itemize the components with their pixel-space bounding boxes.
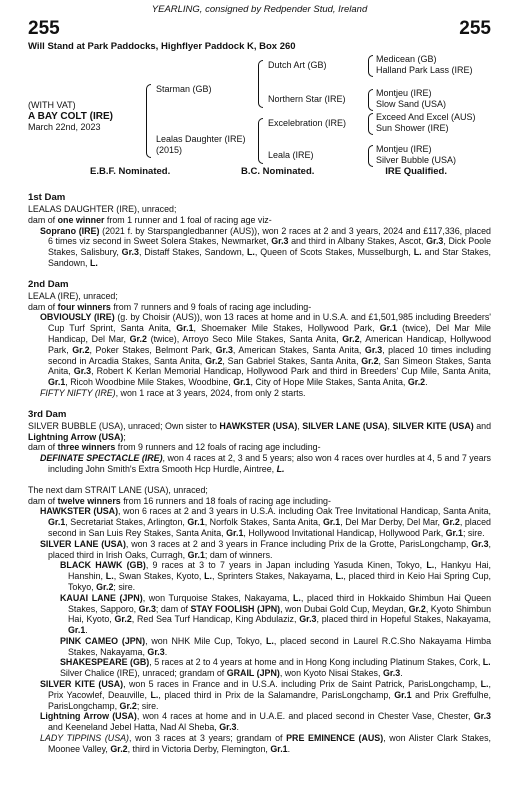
next-dam-produce-2: SILVER LANE (USA), won 3 races at 2 and 3 years in France including Prix de la Grotte, ParisLongchamp, Gr.3, placed third in Irish Oaks, Curragh, Gr.1; dam of winners.	[40, 538, 492, 560]
next-dam-produce-3: BLACK HAWK (GB), 9 races at 3 to 7 years in Japan including Yasuda Kinen, Tokyo, L., Hankyu Hai, Hanshin, L., Swan Stakes, Kyoto, L., Sprinters Stakes, Nakayama, L., placed third in Keio Hai Spring Cup, Tokyo, Gr.2; sire.	[60, 560, 491, 592]
second-dam-title: 2nd Dam	[28, 278, 69, 290]
brace-main	[146, 84, 151, 158]
pedigree-g6: Sun Shower (IRE)	[376, 123, 449, 133]
pedigree-g1: Medicean (GB)	[376, 54, 437, 64]
nominations	[28, 166, 491, 182]
next-dam-produce-4: KAUAI LANE (JPN), won Turquoise Stakes, Nakayama, L., placed third in Hokkaido Shimbun Hai Queen Stakes, Sapporo, Gr.3; dam of STAY FOOLISH (JPN), won Dubai Gold Cup, Meydan, Gr.2, Kyoto Shimbun Hai, Kyoto, Gr.2, Red Sea Turf Handicap, King Abdulaziz, Gr.3, placed third in Hopeful Stakes, Nakayama, Gr.1.	[60, 592, 492, 636]
second-dam-intro: LEALA (IRE), unraced; dam of four winners from 7 runners and 9 foals of racing age including-	[28, 290, 312, 312]
lot-number-row	[28, 18, 491, 40]
pedigree-g2: Halland Park Lass (IRE)	[376, 65, 473, 75]
first-dam-section	[28, 192, 491, 269]
stand-line: Will Stand at Park Paddocks, Highflyer Paddock K, Box 260	[28, 41, 296, 52]
third-dam-produce: DEFINATE SPECTACLE (IRE), won 4 races at 2, 3 and 5 years; also won 4 races over hurdles at 4, 5 and 7 years including John Smith's Extra Smooth Hcp Hurdle, Aintree, L.	[40, 453, 491, 474]
dam-sire: Excelebration (IRE)	[268, 118, 347, 128]
nomination-ire: IRE Qualified.	[385, 166, 447, 177]
consignment-line: YEARLING, consigned by Redpender Stud, Ireland	[151, 4, 368, 15]
brace-g1	[368, 55, 373, 77]
next-dam-produce-6: SHAKESPEARE (GB), 5 races at 2 to 4 years at home and in Hong Kong including Platinum Stakes, Cork, L.	[60, 657, 491, 668]
foaling-date: March 22nd, 2023	[28, 122, 101, 132]
brace-g3	[368, 113, 373, 135]
second-dam-produce-2: FIFTY NIFTY (IRE), won 1 race at 3 years, 2024, from only 2 starts.	[40, 387, 306, 398]
nomination-ebf: E.B.F. Nominated.	[90, 166, 171, 177]
first-dam-produce: Soprano (IRE) (2021 f. by Starspangledbanner (AUS)), won 2 races at 2 and 3 years, 2024 and £117,336, placed 6 times viz second in Sweet Solera Stakes, Newmarket, Gr.3 and third in Albany Stakes, Ascot, Gr.3, Dick Poole Stakes, Salisbury, Gr.3, Distaff Stakes, Sandown, L., Queen of Scots Stakes, Musselburgh, L. and Star Stakes, Sandown, L.	[40, 225, 491, 268]
brace-dam	[258, 118, 263, 164]
next-dam-produce-8: SILVER KITE (USA), won 5 races in France and in U.S.A. including Prix de Saint Patrick, ParisLongchamp, L., Prix Yacowlef, Deauville, L., placed third in Prix de la Salamandre, ParisLongchamp, Gr.1 and Prix Greffulhe, ParisLongchamp, Gr.2; sire.	[40, 679, 491, 711]
next-dam-intro: The next dam STRAIT LANE (USA), unraced; dam of twelve winners from 16 runners and 18 foals of racing age including-	[28, 484, 331, 506]
next-dam-produce-10: LADY TIPPINS (USA), won 3 races at 3 years; grandam of PRE EMINENCE (AUS), won Alister Clark Stakes, Moonee Valley, Gr.2, third in Victoria Derby, Flemington, Gr.1.	[40, 733, 491, 754]
nomination-bc: B.C. Nominated.	[241, 166, 315, 177]
lot-number-right: 255	[459, 18, 491, 39]
next-dam-list	[28, 506, 491, 754]
next-dam-produce-1: HAWKSTER (USA), won 6 races at 2 and 3 years in U.S.A. including Oak Tree Invitational Handicap, Santa Anita, Gr.1, Secretariat Stakes, Arlington, Gr.1, Norfolk Stakes, Santa Anita, Gr.1, Del Mar Derby, Del Mar, Gr.2, placed second in San Luis Rey Stakes, Santa Anita, Gr.1, Hollywood Invitational Handicap, Hollywood Park, Gr.1; sire.	[40, 506, 491, 538]
second-dam-section	[28, 279, 491, 399]
dam-name: Lealas Daughter (IRE)	[156, 134, 246, 144]
sire-dam: Northern Star (IRE)	[268, 94, 346, 104]
third-dam-intro: SILVER BUBBLE (USA), unraced; Own sister to HAWKSTER (USA), SILVER LANE (USA), SILVER KITE (USA) and Lightning Arrow (USA); dam of three winners from 9 runners and 12 foals of racing age including-	[28, 420, 492, 453]
third-dam-title: 3rd Dam	[28, 408, 67, 420]
next-dam-produce-9: Lightning Arrow (USA), won 4 races at home and in U.A.E. and placed second in Chester Vase, Chester, Gr.3 and Keeneland Jebel Hatta, Nad Al Sheba, Gr.3.	[40, 711, 491, 733]
sire-sire: Dutch Art (GB)	[268, 60, 327, 70]
pedigree-g7: Montjeu (IRE)	[376, 144, 432, 154]
brace-g4	[368, 145, 373, 167]
first-dam-intro: LEALAS DAUGHTER (IRE), unraced; dam of one winner from 1 runner and 1 foal of racing age viz-	[28, 204, 272, 225]
sire-name: Starman (GB)	[156, 84, 212, 94]
lot-number-left: 255	[28, 18, 60, 39]
next-dam-produce-7: Silver Chalice (IRE), unraced; grandam of GRAIL (JPN), won Kyoto Nisai Stakes, Gr.3.	[60, 668, 403, 679]
pedigree-g3: Montjeu (IRE)	[376, 88, 432, 98]
third-dam-section	[28, 409, 491, 475]
brace-sire	[258, 60, 263, 108]
pedigree-table	[28, 54, 491, 166]
pedigree-g8: Silver Bubble (USA)	[376, 155, 457, 165]
second-dam-produce-1: OBVIOUSLY (IRE) (g. by Choisir (AUS)), won 13 races at home and in U.S.A. and £1,501,985 including Breeders' Cup Turf Sprint, Santa Anita, Gr.1, Shoemaker Mile Stakes, Hollywood Park, Gr.1 (twice), Del Mar Mile Handicap, Del Mar, Gr.2 (twice), Arroyo Seco Mile Stakes, Santa Anita, Gr.2, American Handicap, Hollywood Park, Gr.2, Poker Stakes, Belmont Park, Gr.3, American Stakes, Santa Anita, Gr.3, placed 10 times including second in Arcadia Stakes, Santa Anita, Gr.2, San Gabriel Stakes, Santa Anita, Gr.2, San Simeon Stakes, Santa Anita, Gr.3, Robert K Kerlan Memorial Handicap, Hollywood Park and third in Breeders' Cup Mile, Santa Anita, Gr.1, Ricoh Woodbine Mile Stakes, Woodbine, Gr.1, City of Hope Mile Stakes, Santa Anita, Gr.2.	[40, 312, 492, 388]
dam-year: (2015)	[156, 145, 183, 155]
vat-label: (WITH VAT)	[28, 100, 76, 110]
horse-name: A BAY COLT (IRE)	[28, 111, 114, 122]
dam-dam: Leala (IRE)	[268, 150, 314, 160]
next-dam-section	[28, 485, 491, 755]
pedigree-g4: Slow Sand (USA)	[376, 99, 447, 109]
pedigree-g5: Exceed And Excel (AUS)	[376, 112, 476, 122]
first-dam-title: 1st Dam	[28, 192, 66, 203]
next-dam-produce-5: PINK CAMEO (JPN), won NHK Mile Cup, Tokyo, L., placed second in Laurel R.C.Sho Nakayama Himba Stakes, Nakayama, Gr.3.	[60, 635, 491, 657]
brace-g2	[368, 89, 373, 111]
